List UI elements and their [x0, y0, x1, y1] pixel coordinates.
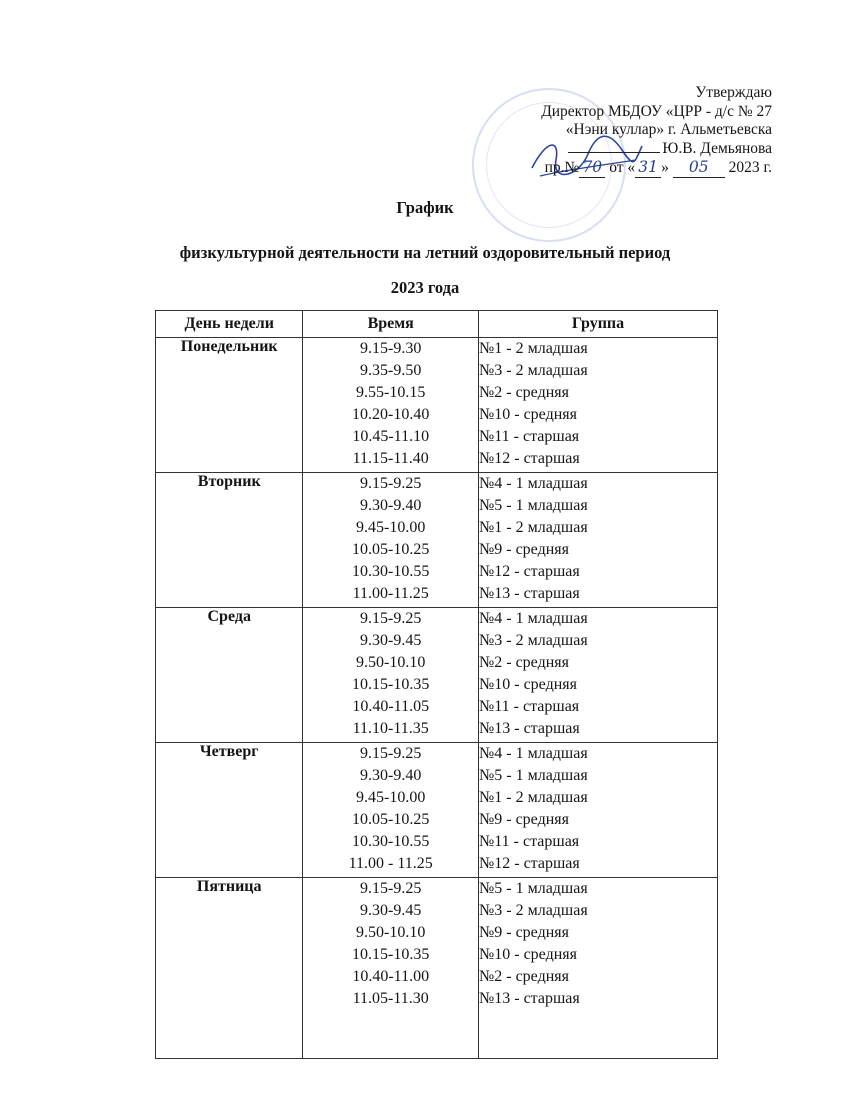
- approval-signer: Ю.В. Демьянова: [662, 139, 772, 157]
- header-time: Время: [303, 311, 479, 338]
- table-header-row: [156, 311, 718, 338]
- group-entry: №3 - 2 младшая: [478, 632, 588, 649]
- group-entry: №5 - 1 младшая: [478, 767, 588, 784]
- approval-order-line: [541, 158, 772, 178]
- time-cell: [303, 338, 479, 473]
- time-slot: 9.50-10.10: [356, 924, 426, 941]
- time-slot: 10.15-10.35: [352, 676, 430, 693]
- group-entry: №10 - средняя: [478, 406, 577, 423]
- group-entry: №11 - старшая: [478, 833, 580, 850]
- time-slot: 10.30-10.55: [352, 563, 430, 580]
- group-entry: №1 - 2 младшая: [478, 340, 588, 357]
- group-entry: №4 - 1 младшая: [478, 475, 588, 492]
- time-slot: 11.00 - 11.25: [348, 855, 433, 872]
- day-cell: Вторник: [156, 473, 303, 608]
- time-slot: 10.40-11.05: [352, 698, 430, 715]
- time-slot: 10.40-11.00: [352, 968, 430, 985]
- time-slot: 11.15-11.40: [352, 450, 429, 467]
- group-entry: №13 - старшая: [478, 585, 580, 602]
- group-cell: [478, 608, 717, 743]
- time-slot: 9.15-9.25: [360, 880, 422, 897]
- day-cell: Четверг: [156, 743, 303, 878]
- order-number: 70: [579, 158, 605, 178]
- group-entry: №12 - старшая: [478, 450, 580, 467]
- group-entry: №5 - 1 младшая: [478, 497, 588, 514]
- time-slot: 11.05-11.30: [352, 990, 429, 1007]
- group-entry: №9 - средняя: [478, 924, 569, 941]
- time-slot: 9.15-9.25: [360, 610, 422, 627]
- group-entry: №9 - средняя: [478, 811, 569, 828]
- group-entry: №12 - старшая: [478, 855, 580, 872]
- group-entry: №13 - старшая: [478, 990, 580, 1007]
- group-entry: №10 - средняя: [478, 676, 577, 693]
- table-row: [156, 473, 718, 608]
- group-entry: №1 - 2 младшая: [478, 519, 588, 536]
- time-slot: 11.10-11.35: [352, 720, 429, 737]
- time-slot: 9.55-10.15: [356, 384, 426, 401]
- table-row: [156, 878, 718, 1059]
- day-cell: Пятница: [156, 878, 303, 1059]
- group-entry: №4 - 1 младшая: [478, 745, 588, 762]
- group-entry: №1 - 2 младшая: [478, 789, 588, 806]
- time-cell: [303, 743, 479, 878]
- group-entry: №2 - средняя: [478, 968, 569, 985]
- day-cell: Среда: [156, 608, 303, 743]
- group-cell: [478, 878, 717, 1059]
- document-title: График: [396, 198, 454, 217]
- time-cell: [303, 608, 479, 743]
- table-row: [156, 608, 718, 743]
- group-entry: №10 - средняя: [478, 946, 577, 963]
- signature-blank: [568, 140, 660, 153]
- group-entry: №3 - 2 младшая: [478, 362, 588, 379]
- time-slot: 9.15-9.25: [360, 475, 422, 492]
- order-month: 05: [673, 158, 725, 178]
- time-slot: 9.45-10.00: [356, 519, 426, 536]
- header-group: Группа: [478, 311, 717, 338]
- approval-institution: «Нэни куллар» г. Альметьевска: [565, 121, 772, 138]
- time-slot: 10.30-10.55: [352, 833, 430, 850]
- group-entry: №13 - старшая: [478, 720, 580, 737]
- order-year: 2023 г.: [724, 159, 772, 176]
- group-cell: [478, 473, 717, 608]
- time-slot: 9.30-9.45: [360, 902, 422, 919]
- group-entry: №2 - средняя: [478, 384, 569, 401]
- time-slot: 9.30-9.40: [360, 497, 422, 514]
- table-row: [156, 743, 718, 878]
- time-cell: [303, 878, 479, 1059]
- approval-signer-line: [541, 140, 772, 159]
- group-entry: №2 - средняя: [478, 654, 569, 671]
- schedule-body: [156, 338, 718, 1059]
- document-year: 2023 года: [390, 278, 460, 297]
- order-day: 31: [635, 158, 661, 178]
- document-subtitle: физкультурной деятельности на летний оздоровительный период: [179, 243, 671, 262]
- group-entry: №3 - 2 младшая: [478, 902, 588, 919]
- time-slot: 10.20-10.40: [352, 406, 430, 423]
- group-cell: [478, 743, 717, 878]
- time-slot: 11.00-11.25: [352, 585, 429, 602]
- time-slot: 10.05-10.25: [352, 811, 430, 828]
- order-prefix: пр.№: [544, 159, 580, 176]
- header-day: День недели: [156, 311, 303, 338]
- time-slot: 9.30-9.45: [360, 632, 422, 649]
- time-cell: [303, 473, 479, 608]
- group-entry: №5 - 1 младшая: [478, 880, 588, 897]
- table-row: [156, 338, 718, 473]
- time-slot: 9.15-9.30: [360, 340, 422, 357]
- time-slot: 9.50-10.10: [356, 654, 426, 671]
- approval-title: Утверждаю: [695, 84, 772, 101]
- time-slot: 9.30-9.40: [360, 767, 422, 784]
- group-entry: №11 - старшая: [478, 428, 580, 445]
- time-slot: 9.35-9.50: [360, 362, 422, 379]
- time-slot: 10.05-10.25: [352, 541, 430, 558]
- group-cell: [478, 338, 717, 473]
- time-slot: 10.15-10.35: [352, 946, 430, 963]
- day-cell: Понедельник: [156, 338, 303, 473]
- group-entry: №12 - старшая: [478, 563, 580, 580]
- schedule-table: [155, 310, 718, 1059]
- time-slot: 10.45-11.10: [352, 428, 430, 445]
- approval-block: [541, 84, 772, 178]
- order-close: »: [661, 159, 669, 176]
- time-slot: 9.45-10.00: [356, 789, 426, 806]
- group-entry: №9 - средняя: [478, 541, 569, 558]
- group-entry: №11 - старшая: [478, 698, 580, 715]
- approval-director: Директор МБДОУ «ЦРР - д/с № 27: [541, 102, 772, 120]
- order-from: от «: [605, 159, 636, 176]
- time-slot: 9.15-9.25: [360, 745, 422, 762]
- group-entry: №4 - 1 младшая: [478, 610, 588, 627]
